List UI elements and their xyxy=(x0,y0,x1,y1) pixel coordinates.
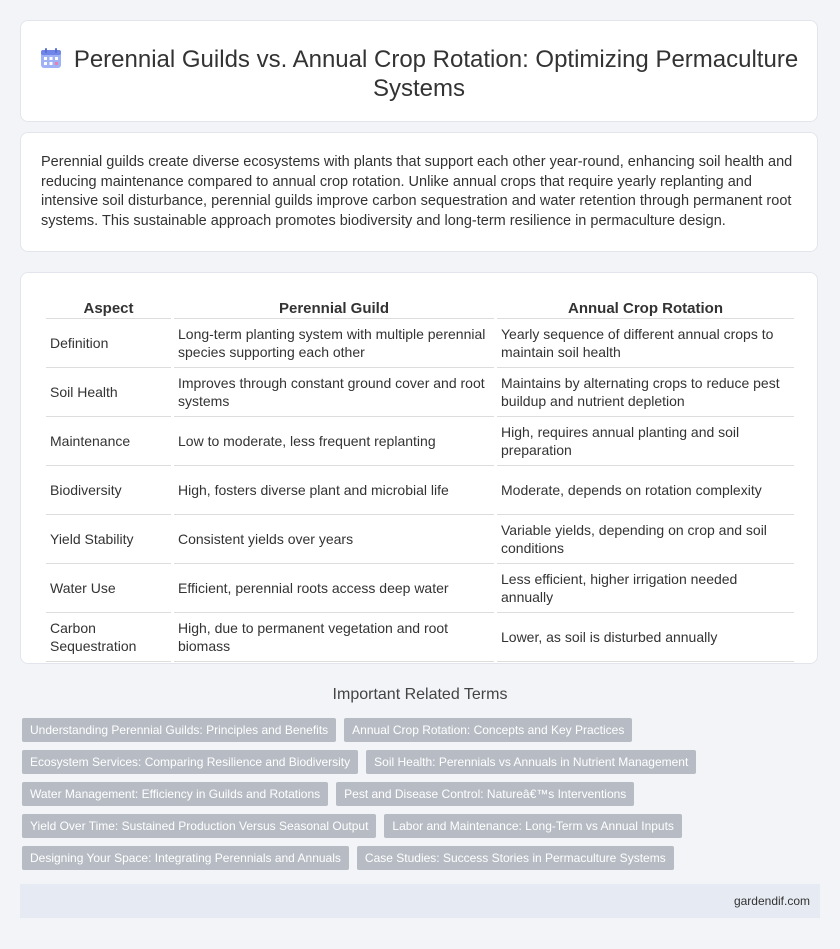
cell-aspect: Water Use xyxy=(46,564,171,613)
page-title-block xyxy=(21,45,817,103)
cell-perennial: Improves through constant ground cover and root systems xyxy=(174,368,494,417)
comparison-table xyxy=(43,295,797,662)
related-term-tag[interactable]: Soil Health: Perennials vs Annuals in Nutrient Management xyxy=(366,750,696,774)
intro-card xyxy=(20,132,818,252)
cell-aspect: Definition xyxy=(46,319,171,368)
header-annual-crop-rotation: Annual Crop Rotation xyxy=(497,295,794,319)
cell-aspect: Biodiversity xyxy=(46,466,171,515)
cell-perennial: Long-term planting system with multiple perennial species supporting each other xyxy=(174,319,494,368)
cell-annual: Lower, as soil is disturbed annually xyxy=(497,613,794,662)
header-card xyxy=(20,20,818,122)
footer-site-link[interactable]: gardendif.com xyxy=(733,894,810,908)
related-term-tag[interactable]: Labor and Maintenance: Long-Term vs Annual Inputs xyxy=(384,814,682,838)
intro-paragraph: Perennial guilds create diverse ecosystems with plants that support each other year-round, enhancing soil health and reducing maintenance compared to annual crop rotation. Unlike annual crops that require yearly replanting and intensive soil disturbance, perennial guilds improve carbon sequestration and water retention through permanent root systems. This sustainable approach promotes biodiversity and long-term resilience in permaculture design. xyxy=(41,154,793,229)
related-term-tag[interactable]: Understanding Perennial Guilds: Principles and Benefits xyxy=(22,718,336,742)
related-term-tag[interactable]: Ecosystem Services: Comparing Resilience and Biodiversity xyxy=(22,750,358,774)
calendar-icon xyxy=(40,47,62,69)
related-term-tag[interactable]: Water Management: Efficiency in Guilds and Rotations xyxy=(22,782,328,806)
cell-annual: Maintains by alternating crops to reduce pest buildup and nutrient depletion xyxy=(497,368,794,417)
cell-perennial: Efficient, perennial roots access deep water xyxy=(174,564,494,613)
table-row xyxy=(46,515,794,564)
cell-aspect: Yield Stability xyxy=(46,515,171,564)
cell-perennial: High, due to permanent vegetation and root biomass xyxy=(174,613,494,662)
cell-perennial: Low to moderate, less frequent replanting xyxy=(174,417,494,466)
cell-annual: Yearly sequence of different annual crops to maintain soil health xyxy=(497,319,794,368)
table-row xyxy=(46,613,794,662)
comparison-card xyxy=(20,272,818,664)
table-row xyxy=(46,319,794,368)
cell-annual: Moderate, depends on rotation complexity xyxy=(497,466,794,515)
related-term-tag[interactable]: Yield Over Time: Sustained Production Versus Seasonal Output xyxy=(22,814,376,838)
cell-aspect: Soil Health xyxy=(46,368,171,417)
related-term-tag[interactable]: Designing Your Space: Integrating Perennials and Annuals xyxy=(22,846,349,870)
cell-perennial: Consistent yields over years xyxy=(174,515,494,564)
cell-annual: Variable yields, depending on crop and soil conditions xyxy=(497,515,794,564)
cell-annual: Less efficient, higher irrigation needed annually xyxy=(497,564,794,613)
related-terms-list xyxy=(22,718,722,878)
table-header-row xyxy=(46,295,794,319)
table-row xyxy=(46,564,794,613)
table-row xyxy=(46,417,794,466)
header-perennial-guild: Perennial Guild xyxy=(174,295,494,319)
header-aspect: Aspect xyxy=(46,295,171,319)
page-title: Perennial Guilds vs. Annual Crop Rotation: Optimizing Permaculture Systems xyxy=(73,46,799,102)
cell-aspect: Carbon Sequestration xyxy=(46,613,171,662)
related-terms-title: Important Related Terms xyxy=(332,686,508,703)
related-term-tag[interactable]: Pest and Disease Control: Natureâ€™s Interventions xyxy=(336,782,634,806)
footer-bar xyxy=(20,884,820,918)
table-row xyxy=(46,368,794,417)
related-term-tag[interactable]: Annual Crop Rotation: Concepts and Key Practices xyxy=(344,718,632,742)
related-term-tag[interactable]: Case Studies: Success Stories in Permaculture Systems xyxy=(357,846,674,870)
cell-annual: High, requires annual planting and soil preparation xyxy=(497,417,794,466)
cell-perennial: High, fosters diverse plant and microbial life xyxy=(174,466,494,515)
cell-aspect: Maintenance xyxy=(46,417,171,466)
table-row xyxy=(46,466,794,515)
